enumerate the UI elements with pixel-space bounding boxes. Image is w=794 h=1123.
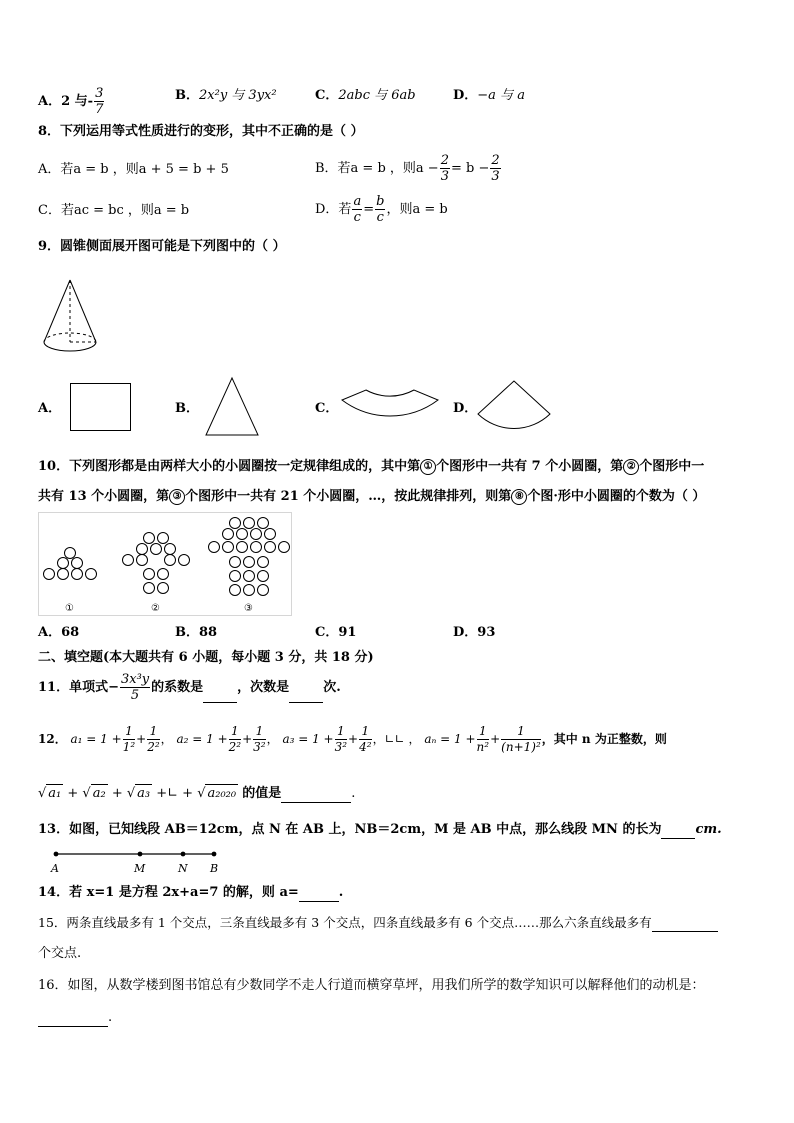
circle-dot xyxy=(144,569,155,580)
label-a: A xyxy=(51,862,59,875)
circle-dot xyxy=(265,529,276,540)
q8-option-b: B．若a = b ，则a − $\frac{2}{3}$ = b − $\frac{2}{3}$ xyxy=(315,153,500,184)
q15-line1: 15．两条直线最多有 1 个交点，三条直线最多有 3 个交点，四条直线最多有 6 个交点……那么六条直线最多有 xyxy=(38,914,718,932)
q7-option-c: C．2abc 与 6ab xyxy=(315,88,416,103)
circle-dot xyxy=(144,533,155,544)
point-m xyxy=(138,852,143,857)
rectangle-shape xyxy=(70,383,132,433)
q7-option-a: A．2 与- $\frac{3}{7}$ xyxy=(38,86,104,117)
circle-dot xyxy=(223,529,234,540)
q14: 14．若 x=1 是方程 2x+a=7 的解，则 a= . xyxy=(38,885,344,900)
circle-pattern-figure xyxy=(38,512,292,616)
label-b: B xyxy=(210,862,219,875)
point-a xyxy=(54,852,59,857)
circle-dot xyxy=(144,583,155,594)
cone-figure xyxy=(40,278,100,358)
q7-option-d: D．−a 与 a xyxy=(453,88,525,103)
q8-option-a: A．若a = b ，则a + 5 = b + 5 xyxy=(38,162,229,177)
point-b xyxy=(212,852,217,857)
q10-option-d: D．93 xyxy=(453,625,496,640)
circle-dot xyxy=(65,548,76,559)
circle-dot xyxy=(258,557,269,568)
circle-dot xyxy=(230,571,241,582)
figure-label-3: ③ xyxy=(244,603,253,614)
q7-option-b: B．2x²y 与 3yx² xyxy=(175,88,277,103)
circle-dot xyxy=(258,571,269,582)
circle-dot xyxy=(137,555,148,566)
circle-dot xyxy=(179,555,190,566)
q9-option-b-label: B． xyxy=(175,401,199,416)
q15-line2: 个交点. xyxy=(38,946,82,961)
segment-figure xyxy=(48,846,228,876)
q9-option-c-label: C． xyxy=(315,401,339,416)
circle-dot xyxy=(244,571,255,582)
q9-option-a-label: A． xyxy=(38,401,62,416)
annular-sector-shape xyxy=(340,388,440,433)
circle-dot xyxy=(158,583,169,594)
q16-answer-blank: . xyxy=(38,1009,112,1027)
circle-dot xyxy=(251,542,262,553)
q10-stem-line1: 10．下列图形都是由两样大小的小圆圈按一定规律组成的，其中第 ① 个图形中一共有 7 个小圆圈，第 ② 个图形中一 xyxy=(38,459,705,474)
label-m: M xyxy=(134,862,146,875)
circle-dot xyxy=(151,544,162,555)
circle-dot xyxy=(223,542,234,553)
q9-option-d-label: D． xyxy=(453,401,478,416)
circle-dot xyxy=(237,529,248,540)
q10-option-a: A．68 xyxy=(38,625,80,640)
circle-dot xyxy=(265,542,276,553)
q8-option-d: D．若 $\frac{a}{c}$ = $\frac{b}{c}$ ，则a = b xyxy=(315,194,448,225)
circle-dot xyxy=(137,544,148,555)
circle-dot xyxy=(251,529,262,540)
point-n xyxy=(181,852,186,857)
circle-dot xyxy=(230,518,241,529)
figure-label-1: ① xyxy=(65,603,74,614)
circle-dot xyxy=(244,585,255,596)
circle-dot xyxy=(123,555,134,566)
circle-dot xyxy=(58,569,69,580)
section-heading: 二、填空题(本大题共有 6 小题，每小题 3 分，共 18 分) xyxy=(38,650,374,665)
sector-shape xyxy=(476,380,552,435)
circle-dot xyxy=(258,518,269,529)
circle-dot xyxy=(209,542,220,553)
q11: 11．单项式− $\frac{\text{3x³y}}{5}$ 的系数是 ，次数是 次. xyxy=(38,672,341,703)
circle-dot xyxy=(44,569,55,580)
circle-dot xyxy=(244,518,255,529)
circle-dot xyxy=(72,569,83,580)
circle-dot xyxy=(230,585,241,596)
q10-stem-line2: 共有 13 个小圆圈，第 ③ 个图形中一共有 21 个小圆圈，…，按此规律排列，则第 ⑧ 个图·形中小圆圈的个数为（ ） xyxy=(38,489,706,504)
circle-dot xyxy=(230,557,241,568)
circle-dot xyxy=(165,555,176,566)
q12-line1: 12． a₁ = 1 + $\frac{1}{\text{1²}}$ + $\frac{1}{\text{2²}}$ ， a₂ = 1 + $\frac{1}{\text{2²}}$ + $\frac{1}{\text{3²}}$ ， a₃ = 1 + $\frac{1}{\text{3²}}$ + $\frac{1}{\text{4²}}$ ，∟∟ ， aₙ = 1 + $\frac{1}{\text{n²}}$ + $\frac{1}{\text{(n+1)²}}$ ，其中 n 为正整数，则 xyxy=(38,724,667,754)
circle-dot xyxy=(258,585,269,596)
circle-dot xyxy=(86,569,97,580)
circle-dot xyxy=(58,558,69,569)
q8-stem: 8．下列运用等式性质进行的变形，其中不正确的是（ ） xyxy=(38,124,364,139)
q10-option-c: C．91 xyxy=(315,625,357,640)
q9-stem: 9．圆锥侧面展开图可能是下列图中的（ ） xyxy=(38,239,286,254)
circle-dot xyxy=(72,558,83,569)
triangle-shape xyxy=(204,377,260,437)
circle-dot xyxy=(279,542,290,553)
q16-stem: 16．如图，从数学楼到图书馆总有少数同学不走人行道而横穿草坪，用我们所学的数学知识可以解释他们的动机是： xyxy=(38,978,705,993)
circle-dot xyxy=(158,569,169,580)
circle-dot xyxy=(158,533,169,544)
q10-option-b: B．88 xyxy=(175,625,218,640)
q13-stem: 13．如图，已知线段 AB＝12cm，点 N 在 AB 上，NB＝2cm，M 是 AB 中点，那么线段 MN 的长为 cm. xyxy=(38,822,722,837)
q12-line2: √ a₁ + √ a₂ + √ a₃ +∟ + √ a₂₀₂₀ 的值是 . xyxy=(38,786,356,801)
circle-dot xyxy=(165,544,176,555)
q8-option-c: C．若ac = bc ，则a = b xyxy=(38,203,190,218)
figure-label-2: ② xyxy=(151,603,160,614)
label-n: N xyxy=(178,862,188,875)
circle-dot xyxy=(244,557,255,568)
circle-dot xyxy=(237,542,248,553)
